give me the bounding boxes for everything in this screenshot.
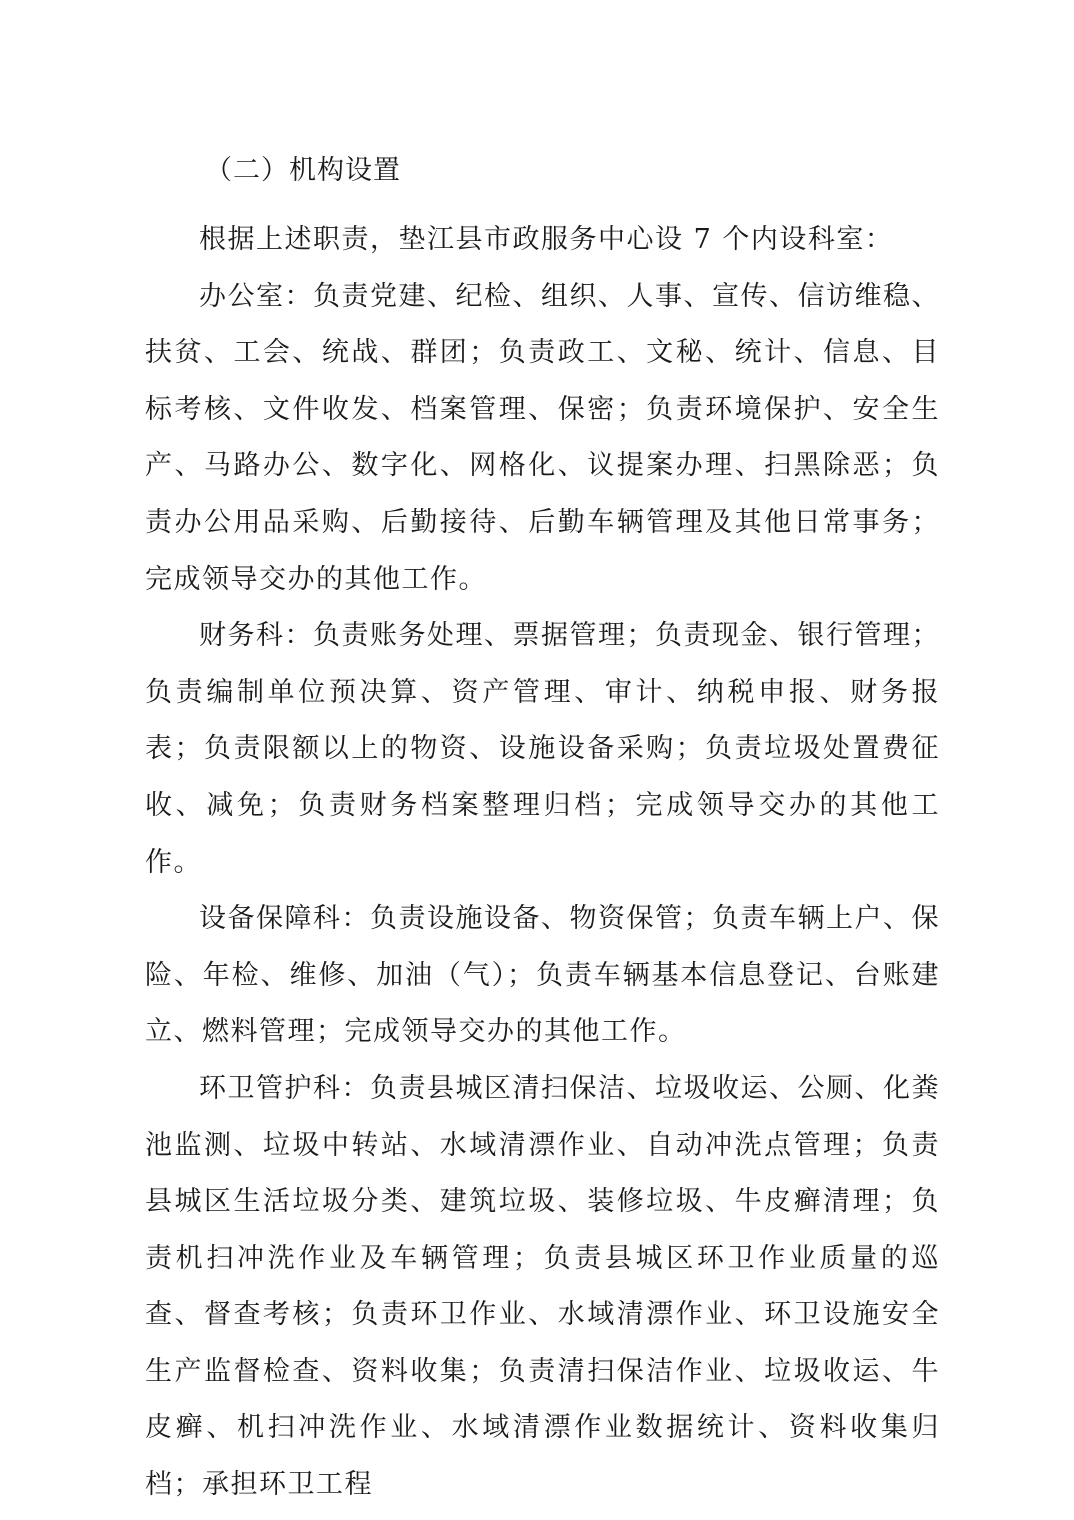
sanitation-paragraph: 环卫管护科：负责县城区清扫保洁、垃圾收运、公厕、化粪池监测、垃圾中转站、水域清漂作业、自动冲洗点管理；负责县城区生活垃圾分类、建筑垃圾、装修垃圾、牛皮癣清理；负责机扫冲洗作业及车辆管理；负责县城区环卫作业质量的巡查、督查考核；负责环卫作业、水域清漂作业、环卫设施安全生产监督检查、资料收集；负责清扫保洁作业、垃圾收运、牛皮癣、机扫冲洗作业、水域清漂作业数据统计、资料收集归档；承担环卫工程 [145, 1072, 940, 1501]
intro-paragraph: 根据上述职责，垫江县市政服务中心设 7 个内设科室： [199, 224, 894, 255]
document-body [145, 212, 940, 1514]
equipment-paragraph: 设备保障科：负责设施设备、物资保管；负责车辆上户、保险、年检、维修、加油（气）；负责车辆基本信息登记、台账建立、燃料管理；完成领导交办的其他工作。 [145, 903, 940, 1048]
finance-paragraph: 财务科：负责账务处理、票据管理；负责现金、银行管理；负责编制单位预决算、资产管理、审计、纳税申报、财务报表；负责限额以上的物资、设施设备采购；负责垃圾处置费征收、减免；负责财务档案整理归档；完成领导交办的其他工作。 [145, 620, 940, 878]
office-paragraph: 办公室：负责党建、纪检、组织、人事、宣传、信访维稳、扶贫、工会、统战、群团；负责政工、文秘、统计、信息、目标考核、文件收发、档案管理、保密；负责环境保护、安全生产、马路办公、数字化、网格化、议提案办理、扫黑除恶；负责办公用品采购、后勤接待、后勤车辆管理及其他日常事务；完成领导交办的其他工作。 [145, 280, 940, 595]
section-heading: （二）机构设置 [205, 155, 401, 186]
